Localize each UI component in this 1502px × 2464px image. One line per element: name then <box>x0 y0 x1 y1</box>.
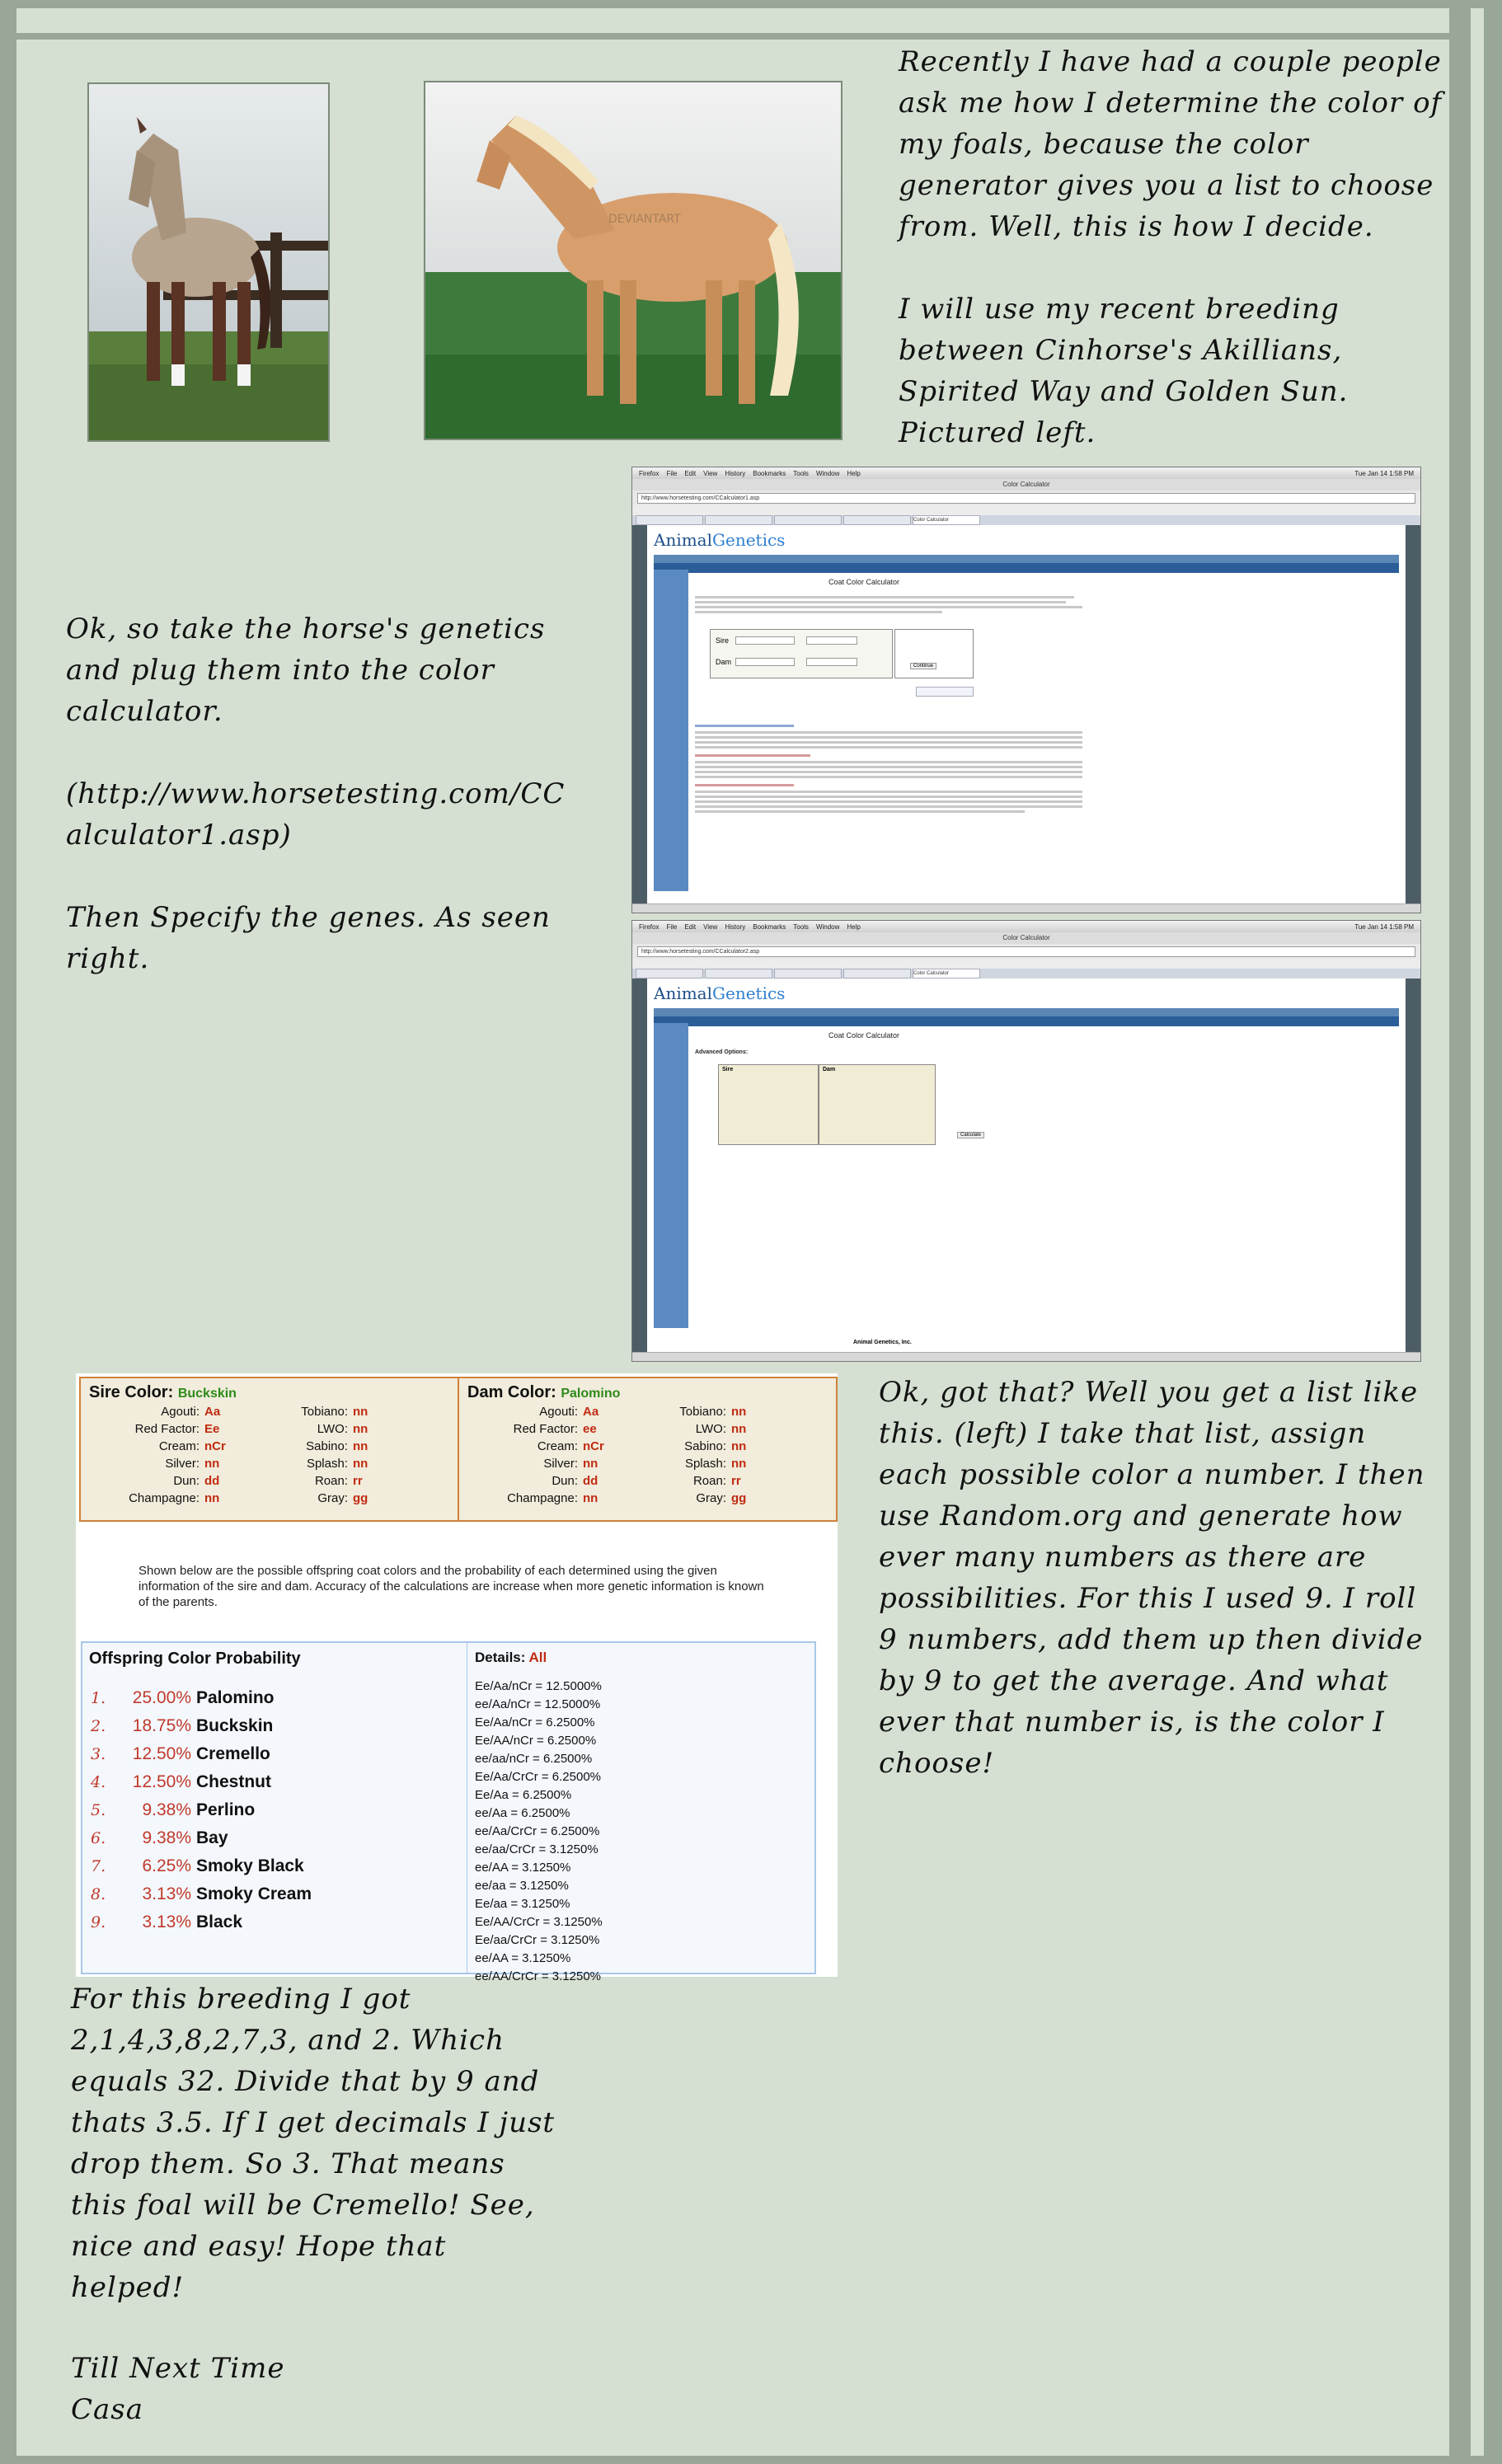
genotype-detail: ee/Aa = 6.2500% <box>475 1806 570 1820</box>
gene-value: gg <box>353 1491 368 1505</box>
coat-color-name: Buckskin <box>196 1716 274 1735</box>
handwritten-number: 8. <box>91 1885 106 1903</box>
faq-text-line <box>695 771 1082 773</box>
browser-tab <box>843 515 911 525</box>
gene-value: nn <box>353 1422 368 1436</box>
genotype-detail: ee/AA = 3.1250% <box>475 1861 571 1875</box>
animal-genetics-logo: AnimalGenetics <box>654 530 786 550</box>
gene-label: Agouti: <box>539 1405 578 1419</box>
faq-text-line <box>695 731 1082 734</box>
url-bar: http://www.horsetesting.com/CCalculator1.asp <box>637 493 1415 504</box>
probability-percent: 25.00% <box>132 1688 191 1707</box>
site-sub-nav <box>654 1016 1399 1026</box>
frame-far-right-bar <box>1484 0 1502 2464</box>
menu-edit: Edit <box>684 469 697 477</box>
gene-label: Gray: <box>317 1491 348 1505</box>
faq-text-line <box>695 776 1082 778</box>
faq-text-line <box>695 810 1025 813</box>
handwritten-number: 3. <box>91 1745 106 1763</box>
genotype-detail: ee/AA = 3.1250% <box>475 1951 571 1965</box>
genotype-detail: ee/AA/CrCr = 3.1250% <box>475 1969 601 1983</box>
probability-row <box>91 1712 312 1740</box>
site-top-nav <box>654 1008 1399 1016</box>
explanation-paragraph: Ok, got that? Well you get a list like this. (left) I take that list, assign each possible color a number. I then use Random.org and generate how ever many numbers as there are possibilities. For this I used 9. I roll 9 numbers, add them up then divide by 9 to get the average. And what ever that number is, is the color I choose! <box>879 1376 1425 1780</box>
browser-toolbar <box>632 490 1420 505</box>
url-bar: http://www.horsetesting.com/CCalculator2.asp <box>637 946 1415 957</box>
genotype-detail: ee/aa = 3.1250% <box>475 1879 569 1893</box>
probability-percent: 12.50% <box>132 1744 191 1763</box>
desktop-right-strip <box>1406 979 1420 1353</box>
web-page <box>647 525 1406 904</box>
menubar-clock: Tue Jan 14 1:58 PM <box>1354 469 1414 477</box>
faq-text-line <box>695 746 1082 749</box>
instructions-paragraph-1: Ok, so take the horse's genetics and plug them into the color calculator. <box>66 612 546 728</box>
parent-genes-table <box>79 1377 838 1522</box>
details-filter-value: All <box>528 1650 547 1665</box>
genotype-detail: Ee/AA/nCr = 6.2500% <box>475 1734 597 1748</box>
menu-history: History <box>725 469 746 477</box>
gene-label: Red Factor: <box>134 1422 199 1436</box>
palomino-horse-image <box>424 81 843 440</box>
handwritten-number: 9. <box>91 1913 106 1931</box>
window-title: Color Calculator <box>632 479 1420 490</box>
gene-value: nn <box>353 1439 368 1453</box>
gene-label: LWO: <box>695 1422 726 1436</box>
calculate-button: Calculate <box>957 1132 984 1138</box>
dam-gene-grid <box>467 1404 828 1506</box>
intro-paragraph-2: I will use my recent breeding between Cinhorse's Akillians, Spirited Way and Golden Sun. Pictured left. <box>899 293 1349 449</box>
signoff: Till Next Time Casa <box>71 2352 285 2426</box>
probability-percent: 3.13% <box>142 1884 191 1903</box>
genotype-detail: ee/aa/CrCr = 3.1250% <box>475 1842 598 1856</box>
faq-text-line <box>695 796 1082 798</box>
menu-window: Window <box>815 469 840 477</box>
gene-label: Dun: <box>173 1474 199 1488</box>
genotype-detail: Ee/AA/CrCr = 3.1250% <box>475 1915 603 1929</box>
status-bar <box>632 903 1420 913</box>
gene-label: Sabino: <box>684 1439 726 1453</box>
browser-tab <box>636 515 703 525</box>
dam-color-title: Dam Color: Palomino <box>467 1383 621 1401</box>
sire-color-select <box>735 636 795 645</box>
menu-help: Help <box>847 922 861 931</box>
genotype-detail: Ee/Aa/nCr = 12.5000% <box>475 1679 602 1693</box>
sire-color-value: Buckskin <box>177 1387 237 1401</box>
browser-tab-active: Color Calculator <box>913 969 980 979</box>
menu-file: File <box>666 469 678 477</box>
gene-label: LWO: <box>317 1422 348 1436</box>
probability-row <box>91 1880 312 1908</box>
probability-row <box>91 1684 312 1712</box>
gene-label: Agouti: <box>161 1405 199 1419</box>
continue-button: Continue <box>910 663 936 669</box>
faq-text-line <box>695 761 1082 763</box>
site-left-column <box>654 1023 688 1328</box>
gene-label: Roan: <box>314 1474 348 1488</box>
browser-tab <box>705 515 772 525</box>
probability-list <box>91 1684 312 1936</box>
sire-color-title: Sire Color: Buckskin <box>89 1383 237 1401</box>
genotype-detail: ee/aa/nCr = 6.2500% <box>475 1752 593 1766</box>
gene-label: Gray: <box>696 1491 726 1505</box>
faq-text-line <box>695 791 1082 793</box>
calculator-url-text: (http://www.horsetesting.com/CCalculator1.asp) <box>66 777 566 852</box>
genotype-detail: Ee/Aa/CrCr = 6.2500% <box>475 1770 601 1784</box>
gene-value: nn <box>731 1422 747 1436</box>
genotype-detail: ee/Aa/nCr = 12.5000% <box>475 1697 601 1711</box>
probability-row <box>91 1768 312 1796</box>
facebook-like-box <box>916 687 974 697</box>
window-title: Color Calculator <box>632 932 1420 944</box>
watermark-text: DEVIANTART <box>608 213 681 226</box>
menubar-clock: Tue Jan 14 1:58 PM <box>1354 922 1414 931</box>
genotype-detail: Ee/aa = 3.1250% <box>475 1897 570 1911</box>
gene-value: nn <box>731 1457 747 1471</box>
menu-view: View <box>703 922 718 931</box>
gene-value: nn <box>353 1457 368 1471</box>
faq-text-line <box>695 725 794 727</box>
intro-text <box>899 41 1459 453</box>
sire-dam-select-box <box>710 629 893 678</box>
coat-color-name: Smoky Black <box>196 1856 304 1875</box>
tab-strip <box>632 515 1420 525</box>
faq-text-line <box>695 784 794 786</box>
sire-label: Sire <box>716 636 730 645</box>
gene-value: nn <box>731 1439 747 1453</box>
probability-percent: 9.38% <box>142 1800 191 1819</box>
gene-label: Silver: <box>543 1457 578 1471</box>
dam-color-value: Palomino <box>561 1387 621 1401</box>
intro-paragraph-1: Recently I have had a couple people ask me how I determine the color of my foals, because the color generator gives you a list to choose from. Well, this is how I decide. <box>899 45 1443 243</box>
browser-tab <box>705 969 772 979</box>
dam-options-box <box>819 1064 936 1145</box>
coat-color-name: Bay <box>196 1828 228 1847</box>
coat-color-name: Smoky Cream <box>196 1884 312 1903</box>
mac-menubar <box>632 921 1420 932</box>
genotype-detail: ee/Aa/CrCr = 6.2500% <box>475 1824 600 1838</box>
probability-percent: 9.38% <box>142 1828 191 1847</box>
browser-tab <box>843 969 911 979</box>
menu-help: Help <box>847 469 861 477</box>
genotype-details-list <box>475 1678 603 1986</box>
gene-value: nCr <box>583 1439 604 1453</box>
probability-row <box>91 1796 312 1824</box>
instructions-text <box>66 608 577 979</box>
gene-label: Splash: <box>306 1457 348 1471</box>
genotype-detail: Ee/Aa = 6.2500% <box>475 1788 572 1802</box>
calculator-page-title: Coat Color Calculator <box>828 578 900 586</box>
gene-value: nn <box>583 1457 598 1471</box>
instructions-paragraph-3: Then Specify the genes. As seen right. <box>66 901 551 975</box>
dam-label: Dam <box>716 658 732 666</box>
gene-value: nn <box>204 1491 220 1505</box>
menu-tools: Tools <box>793 922 809 931</box>
gene-value: nn <box>353 1405 368 1419</box>
tab-strip <box>632 969 1420 979</box>
probability-row <box>91 1908 312 1936</box>
desktop-right-strip <box>1406 525 1420 904</box>
site-footer: Animal Genetics, Inc. <box>853 1340 912 1345</box>
browser-tab <box>636 969 703 979</box>
frame-divider-1 <box>16 33 1449 40</box>
instructions-box <box>894 629 974 678</box>
browser-tab <box>774 515 842 525</box>
dam-options-label: Dam <box>823 1067 836 1072</box>
site-sub-nav <box>654 563 1399 573</box>
handwritten-number: 4. <box>91 1773 106 1791</box>
menu-bookmarks: Bookmarks <box>753 922 786 931</box>
gene-value: Aa <box>204 1405 221 1419</box>
web-page <box>647 979 1406 1353</box>
menu-firefox: Firefox <box>639 469 659 477</box>
results-description: Shown below are the possible offspring coat colors and the probability of each determined using the given information of the sire and dam. Accuracy of the calculations are increase when more genetic information is known of the parents. <box>138 1564 764 1609</box>
handwritten-number: 1. <box>91 1689 106 1707</box>
gene-label: Red Factor: <box>513 1422 578 1436</box>
sire-options-label: Sire <box>722 1067 734 1072</box>
dam-genes <box>458 1378 836 1520</box>
menu-file: File <box>666 922 678 931</box>
faq-text-line <box>695 805 1082 808</box>
menu-bookmarks: Bookmarks <box>753 469 786 477</box>
handwritten-number: 6. <box>91 1829 106 1847</box>
result-text <box>71 1978 566 2430</box>
frame-bottom-bar <box>0 2456 1502 2464</box>
gene-value: rr <box>353 1474 363 1488</box>
offspring-probability-box <box>81 1641 816 1983</box>
animal-genetics-logo: AnimalGenetics <box>654 983 786 1003</box>
details-header: Details: All <box>475 1650 547 1665</box>
intro-text-line <box>695 606 1082 608</box>
gene-label: Cream: <box>537 1439 578 1453</box>
desktop-left-strip <box>632 979 647 1353</box>
coat-color-name: Black <box>196 1913 243 1931</box>
gene-value: nCr <box>204 1439 226 1453</box>
faq-text-line <box>695 741 1082 744</box>
frame-top-bar <box>0 0 1502 8</box>
gene-label: Champagne: <box>129 1491 199 1505</box>
gene-value: dd <box>204 1474 220 1488</box>
calculator-page-title: Coat Color Calculator <box>828 1031 900 1040</box>
explanation-text <box>879 1372 1439 1784</box>
gene-label: Tobiano: <box>301 1405 348 1419</box>
gene-value: nn <box>731 1405 747 1419</box>
gene-label: Cream: <box>158 1439 199 1453</box>
coat-color-name: Cremello <box>196 1744 270 1763</box>
gene-value: Aa <box>583 1405 599 1419</box>
faq-text-line <box>695 754 810 757</box>
faq-text-line <box>695 800 1082 803</box>
genetics-results-panel <box>76 1373 838 1983</box>
browser-toolbar <box>632 944 1420 959</box>
handwritten-number: 7. <box>91 1857 106 1875</box>
genotype-detail: Ee/Aa/nCr = 6.2500% <box>475 1715 595 1729</box>
browser-tab <box>774 969 842 979</box>
probability-percent: 3.13% <box>142 1913 191 1931</box>
menu-edit: Edit <box>684 922 697 931</box>
handwritten-number: 5. <box>91 1801 106 1819</box>
result-paragraph: For this breeding I got 2,1,4,3,8,2,7,3, and 2. Which equals 32. Divide that by 9 and thats 3.5. If I get decimals I just drop them. So 3. That means this foal will be Cremello! See, nice and easy! Hope that helped! <box>71 1983 556 2304</box>
probability-row <box>91 1740 312 1768</box>
calculator-screenshot-1 <box>631 467 1421 913</box>
sire-pattern-select <box>806 636 857 645</box>
menu-window: Window <box>815 922 840 931</box>
genotype-detail: Ee/aa/CrCr = 3.1250% <box>475 1933 600 1947</box>
gene-value: ee <box>583 1422 597 1436</box>
site-top-nav <box>654 555 1399 563</box>
desktop-left-strip <box>632 525 647 904</box>
faq-text-line <box>695 766 1082 768</box>
coat-color-name: Chestnut <box>196 1772 271 1791</box>
offspring-probability-title: Offspring Color Probability <box>89 1650 301 1668</box>
menu-history: History <box>725 922 746 931</box>
coat-color-name: Perlino <box>196 1800 256 1819</box>
probability-percent: 6.25% <box>142 1856 191 1875</box>
gene-value: dd <box>583 1474 598 1488</box>
coat-color-name: Palomino <box>196 1688 275 1707</box>
sire-gene-grid <box>89 1404 449 1506</box>
intro-text-line <box>695 596 1074 598</box>
probability-row <box>91 1824 312 1852</box>
gene-value: Ee <box>204 1422 220 1436</box>
buckskin-horse-image <box>87 82 330 442</box>
handwritten-number: 2. <box>91 1717 106 1735</box>
menu-view: View <box>703 469 718 477</box>
intro-text-line <box>695 601 1066 603</box>
sire-options-box <box>718 1064 819 1145</box>
frame-left-bar <box>0 0 16 2464</box>
bookmarks-bar <box>632 959 1420 969</box>
calculator-screenshot-2 <box>631 920 1421 1362</box>
gene-label: Champagne: <box>507 1491 578 1505</box>
bookmarks-bar <box>632 505 1420 515</box>
status-bar <box>632 1352 1420 1361</box>
probability-row <box>91 1852 312 1880</box>
gene-label: Tobiano: <box>679 1405 726 1419</box>
dam-color-select <box>735 658 795 666</box>
mac-menubar <box>632 467 1420 479</box>
gene-label: Roan: <box>692 1474 726 1488</box>
menu-tools: Tools <box>793 469 809 477</box>
site-left-column <box>654 570 688 891</box>
probability-percent: 18.75% <box>132 1716 191 1735</box>
gene-label: Dun: <box>552 1474 578 1488</box>
gene-label: Sabino: <box>306 1439 348 1453</box>
sire-genes <box>81 1378 458 1520</box>
menu-firefox: Firefox <box>639 922 659 931</box>
intro-text-line <box>695 611 942 613</box>
gene-label: Silver: <box>165 1457 199 1471</box>
advanced-options-label: Advanced Options: <box>695 1049 749 1055</box>
gene-label: Splash: <box>684 1457 726 1471</box>
gene-value: nn <box>583 1491 598 1505</box>
dam-pattern-select <box>806 658 857 666</box>
gene-value: nn <box>204 1457 220 1471</box>
faq-text-line <box>695 736 1082 739</box>
browser-tab-active: Color Calculator <box>913 515 980 525</box>
gene-value: gg <box>731 1491 747 1505</box>
gene-value: rr <box>731 1474 741 1488</box>
probability-percent: 12.50% <box>132 1772 191 1791</box>
